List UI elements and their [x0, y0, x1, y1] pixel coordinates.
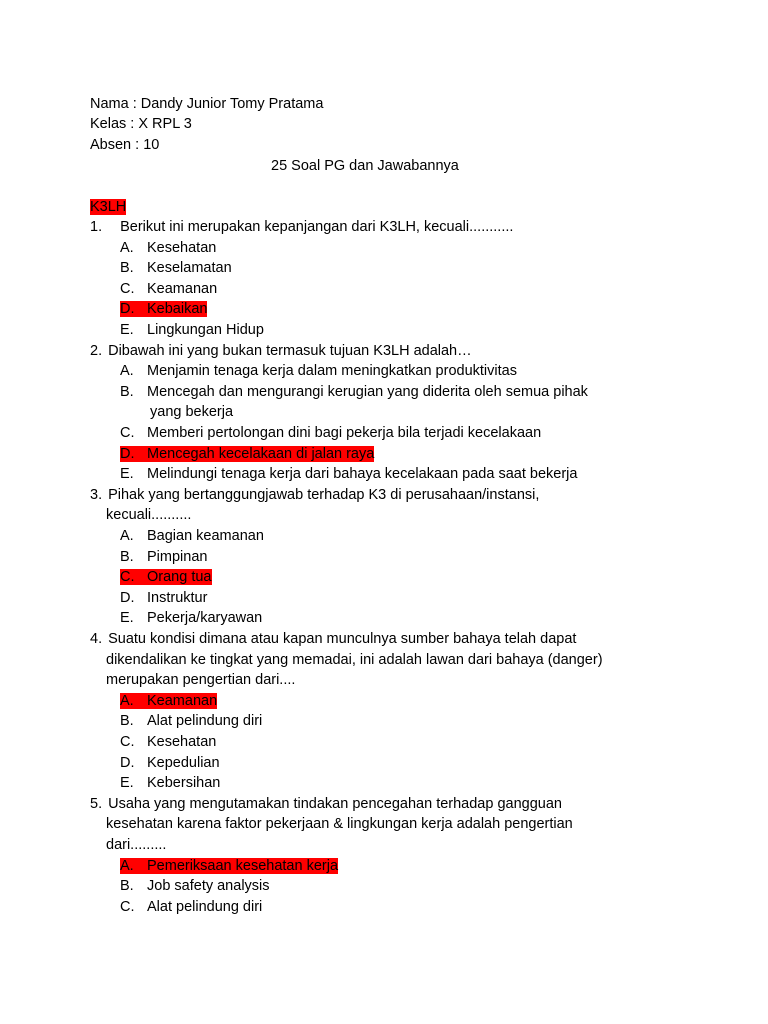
- answer-option: [120, 549, 207, 565]
- question-number: 3.: [90, 487, 103, 503]
- option-text: Kesehatan: [147, 240, 217, 256]
- option-text: Job safety analysis: [147, 878, 270, 894]
- question-number: 2.: [90, 343, 103, 359]
- question-5: [90, 794, 562, 814]
- question-3-continuation: [106, 505, 191, 525]
- answer-option: [120, 240, 216, 256]
- question-2: [90, 341, 472, 361]
- option-5-b: [120, 876, 270, 896]
- answer-option: [120, 425, 541, 441]
- student-class: Kelas : X RPL 3: [90, 116, 192, 132]
- option-4-c: [120, 732, 216, 752]
- option-text: Mencegah kecelakaan di jalan raya: [147, 446, 375, 462]
- question-1: [90, 217, 513, 237]
- option-label: D.: [120, 446, 135, 462]
- option-text: Melindungi tenaga kerja dari bahaya kecelakaan pada saat bekerja: [147, 466, 578, 482]
- document-title: 25 Soal PG dan Jawabannya: [271, 158, 459, 174]
- option-3-b: [120, 547, 207, 567]
- correct-answer: [120, 693, 217, 709]
- option-label: B.: [120, 260, 134, 276]
- option-1-a: [120, 238, 216, 258]
- question-text: merupakan pengertian dari....: [106, 672, 296, 688]
- option-text: Bagian keamanan: [147, 528, 264, 544]
- option-3-d: [120, 588, 207, 608]
- option-text: Pimpinan: [147, 549, 208, 565]
- question-4-continuation: [106, 670, 295, 690]
- option-label: A.: [120, 858, 134, 874]
- question-text: kesehatan karena faktor pekerjaan & lingkungan kerja adalah pengertian: [106, 816, 573, 832]
- answer-option: [120, 755, 220, 771]
- question-text: kecuali..........: [106, 507, 192, 523]
- question-text: Usaha yang mengutamakan tindakan pencegahan terhadap gangguan: [108, 796, 562, 812]
- student-number: Absen : 10: [90, 137, 160, 153]
- answer-option: [120, 322, 264, 338]
- option-label: A.: [120, 363, 134, 379]
- option-text: Pemeriksaan kesehatan kerja: [147, 858, 339, 874]
- option-text: Alat pelindung diri: [147, 899, 263, 915]
- option-text: Orang tua: [147, 569, 212, 585]
- answer-option: [120, 384, 588, 400]
- question-4: [90, 629, 576, 649]
- option-5-c: [120, 897, 262, 917]
- option-2-a: [120, 361, 517, 381]
- option-text: Alat pelindung diri: [147, 713, 263, 729]
- answer-option: [120, 363, 517, 379]
- option-label: B.: [120, 878, 134, 894]
- option-label: A.: [120, 240, 134, 256]
- question-number: 4.: [90, 631, 103, 647]
- option-label: A.: [120, 528, 134, 544]
- answer-option: [120, 734, 216, 750]
- question-5-continuation: [106, 835, 166, 855]
- option-label: D.: [120, 755, 135, 771]
- answer-option: [120, 466, 577, 482]
- option-4-d: [120, 753, 220, 773]
- question-3: [90, 485, 539, 505]
- question-text: Dibawah ini yang bukan termasuk tujuan K3LH adalah…: [108, 343, 472, 359]
- option-text: Keamanan: [147, 693, 218, 709]
- option-label: C.: [120, 425, 135, 441]
- correct-answer: [120, 301, 207, 317]
- option-label: B.: [120, 549, 134, 565]
- option-label: E.: [120, 775, 134, 791]
- answer-option: [120, 775, 220, 791]
- option-text: Keamanan: [147, 281, 218, 297]
- option-text: Kesehatan: [147, 734, 217, 750]
- correct-answer: [120, 446, 374, 462]
- option-label: C.: [120, 899, 135, 915]
- correct-answer: [120, 569, 212, 585]
- question-5-continuation: [106, 814, 573, 834]
- question-text: dikendalikan ke tingkat yang memadai, ini adalah lawan dari bahaya (danger): [106, 652, 603, 668]
- answer-option: [120, 281, 217, 297]
- option-text: Menjamin tenaga kerja dalam meningkatkan produktivitas: [147, 363, 517, 379]
- option-1-d: [120, 299, 207, 319]
- option-label: A.: [120, 693, 134, 709]
- question-4-continuation: [106, 650, 603, 670]
- option-5-a: [120, 856, 338, 876]
- option-4-e: [120, 773, 220, 793]
- option-4-a: [120, 691, 217, 711]
- answer-option: [120, 878, 270, 894]
- correct-answer: [120, 858, 338, 874]
- answer-option: [120, 260, 232, 276]
- option-text: Keselamatan: [147, 260, 232, 276]
- question-text: Berikut ini merupakan kepanjangan dari K3LH, kecuali...........: [120, 219, 514, 235]
- option-1-e: [120, 320, 264, 340]
- option-label: E.: [120, 610, 134, 626]
- option-label: E.: [120, 322, 134, 338]
- option-1-c: [120, 279, 217, 299]
- answer-option: [120, 713, 262, 729]
- option-text: Memberi pertolongan dini bagi pekerja bila terjadi kecelakaan: [147, 425, 542, 441]
- answer-option: [120, 610, 262, 626]
- option-text: Lingkungan Hidup: [147, 322, 264, 338]
- question-number: 5.: [90, 796, 103, 812]
- section-heading: K3LH: [90, 199, 127, 215]
- student-name: Nama : Dandy Junior Tomy Pratama: [90, 96, 324, 112]
- option-label: E.: [120, 466, 134, 482]
- option-text: Instruktur: [147, 590, 208, 606]
- option-2-c: [120, 423, 541, 443]
- option-text: Kebersihan: [147, 775, 221, 791]
- option-text: Kebaikan: [147, 301, 208, 317]
- option-3-e: [120, 608, 262, 628]
- option-label: D.: [120, 301, 135, 317]
- option-label: C.: [120, 569, 135, 585]
- option-2-d: [120, 444, 374, 464]
- option-continuation: [150, 402, 233, 422]
- option-text: Mencegah dan mengurangi kerugian yang diderita oleh semua pihak: [147, 384, 588, 400]
- option-text: Kepedulian: [147, 755, 220, 771]
- option-2-b: [120, 382, 588, 402]
- question-text: dari.........: [106, 837, 167, 853]
- question-number: 1.: [90, 219, 103, 235]
- option-label: C.: [120, 281, 135, 297]
- answer-option: [120, 528, 264, 544]
- answer-option: [120, 899, 262, 915]
- option-3-a: [120, 526, 264, 546]
- option-2-e: [120, 464, 577, 484]
- option-4-b: [120, 711, 262, 731]
- option-text: yang bekerja: [150, 404, 234, 420]
- option-label: C.: [120, 734, 135, 750]
- option-1-b: [120, 258, 232, 278]
- question-text: Suatu kondisi dimana atau kapan munculnya sumber bahaya telah dapat: [108, 631, 577, 647]
- option-label: B.: [120, 713, 134, 729]
- answer-option: [120, 590, 207, 606]
- option-label: D.: [120, 590, 135, 606]
- question-text: Pihak yang bertanggungjawab terhadap K3 di perusahaan/instansi,: [108, 487, 540, 503]
- option-text: Pekerja/karyawan: [147, 610, 263, 626]
- option-label: B.: [120, 384, 134, 400]
- option-3-c: [120, 567, 212, 587]
